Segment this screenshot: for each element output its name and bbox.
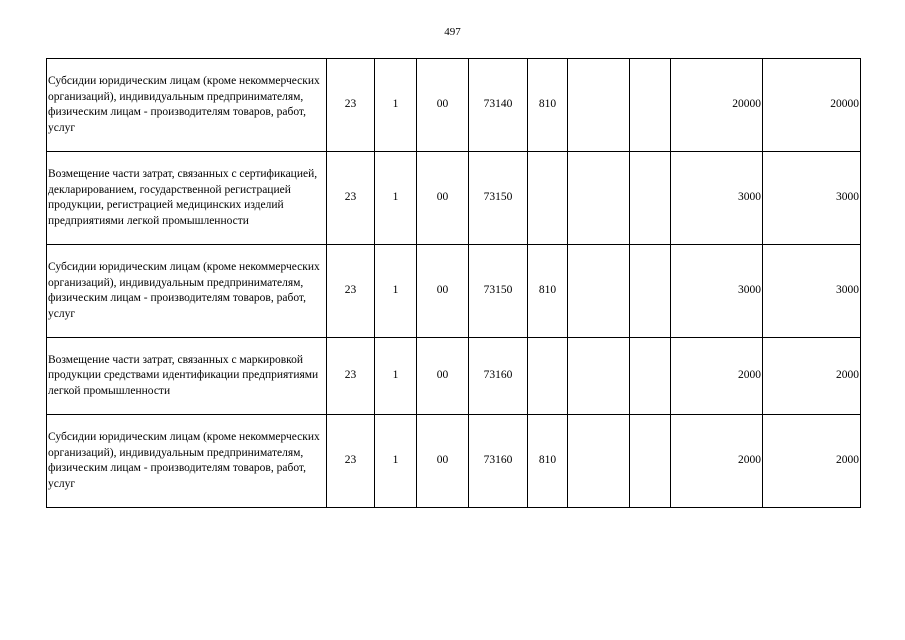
empty-cell — [630, 245, 671, 338]
subprogram-code: 1 — [375, 152, 417, 245]
direction-code: 73140 — [469, 59, 528, 152]
expense-type-code — [528, 338, 568, 415]
row-description: Субсидии юридическим лицам (кроме некоммерческих организаций), индивидуальным предпринимателям, физическим лицам - производителям товаров, работ, услуг — [47, 245, 327, 338]
empty-cell — [630, 152, 671, 245]
amount-year-1: 2000 — [671, 338, 763, 415]
main-event-code: 00 — [417, 59, 469, 152]
amount-year-2: 3000 — [763, 152, 861, 245]
gp-code: 23 — [327, 59, 375, 152]
subprogram-code: 1 — [375, 415, 417, 508]
subprogram-code: 1 — [375, 338, 417, 415]
empty-cell — [568, 59, 630, 152]
row-description: Субсидии юридическим лицам (кроме некоммерческих организаций), индивидуальным предпринимателям, физическим лицам - производителям товаров, работ, услуг — [47, 415, 327, 508]
page-number: 497 — [444, 26, 461, 38]
main-event-code: 00 — [417, 152, 469, 245]
expense-type-code — [528, 152, 568, 245]
subprogram-code: 1 — [375, 245, 417, 338]
amount-year-2: 2000 — [763, 415, 861, 508]
row-description: Субсидии юридическим лицам (кроме некоммерческих организаций), индивидуальным предпринимателям, физическим лицам - производителям товаров, работ, услуг — [47, 59, 327, 152]
main-event-code: 00 — [417, 415, 469, 508]
main-event-code: 00 — [417, 245, 469, 338]
direction-code: 73150 — [469, 245, 528, 338]
subprogram-code: 1 — [375, 59, 417, 152]
amount-year-1: 3000 — [671, 152, 763, 245]
empty-cell — [630, 338, 671, 415]
table-row — [47, 59, 861, 152]
amount-year-2: 3000 — [763, 245, 861, 338]
empty-cell — [630, 59, 671, 152]
expense-type-code: 810 — [528, 245, 568, 338]
expense-type-code: 810 — [528, 59, 568, 152]
gp-code: 23 — [327, 152, 375, 245]
gp-code: 23 — [327, 338, 375, 415]
row-description: Возмещение части затрат, связанных с маркировкой продукции средствами идентификации предприятиями легкой промышленности — [47, 338, 327, 415]
direction-code: 73150 — [469, 152, 528, 245]
main-event-code: 00 — [417, 338, 469, 415]
empty-cell — [568, 415, 630, 508]
amount-year-1: 3000 — [671, 245, 763, 338]
table-row — [47, 245, 861, 338]
gp-code: 23 — [327, 415, 375, 508]
empty-cell — [568, 245, 630, 338]
expense-type-code: 810 — [528, 415, 568, 508]
table-row — [47, 152, 861, 245]
amount-year-1: 2000 — [671, 415, 763, 508]
table-row — [47, 415, 861, 508]
amount-year-2: 2000 — [763, 338, 861, 415]
direction-code: 73160 — [469, 338, 528, 415]
empty-cell — [568, 152, 630, 245]
row-description: Возмещение части затрат, связанных с сертификацией, декларированием, государственной регистрацией продукции, регистрацией медицинских изделий предприятиями легкой промышленности — [47, 152, 327, 245]
gp-code: 23 — [327, 245, 375, 338]
amount-year-1: 20000 — [671, 59, 763, 152]
empty-cell — [568, 338, 630, 415]
budget-table — [46, 58, 861, 508]
table-row — [47, 338, 861, 415]
direction-code: 73160 — [469, 415, 528, 508]
amount-year-2: 20000 — [763, 59, 861, 152]
empty-cell — [630, 415, 671, 508]
